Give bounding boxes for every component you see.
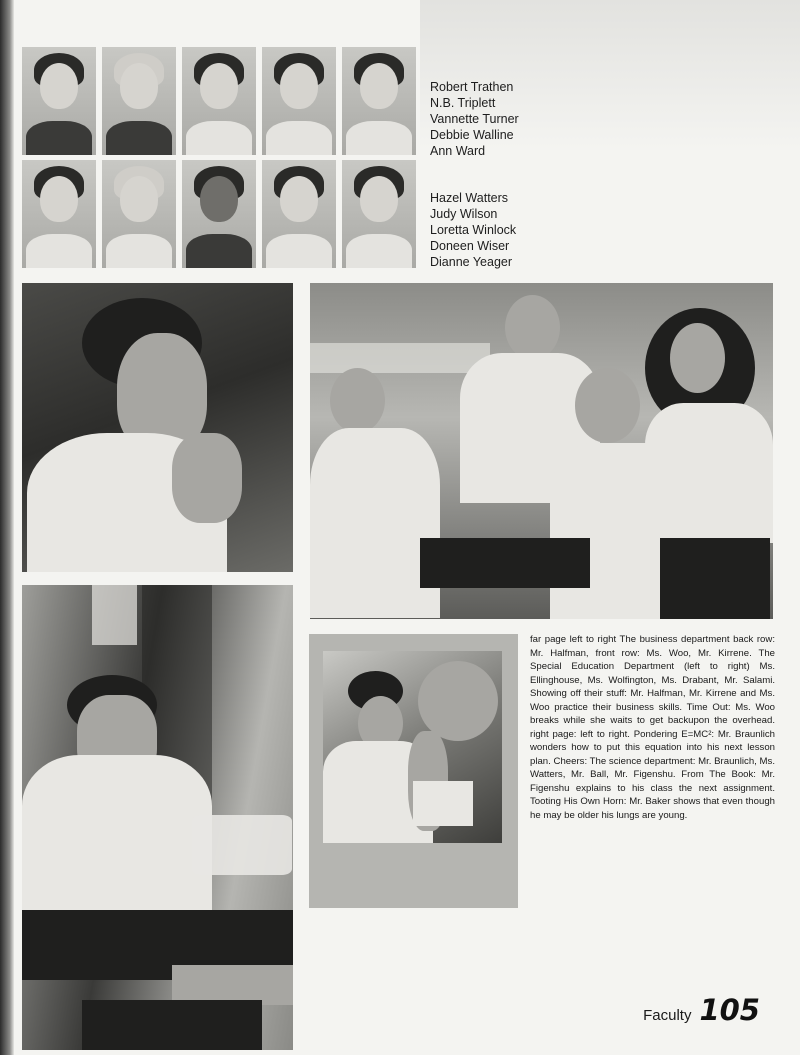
page-number: 105 bbox=[699, 993, 760, 1027]
portrait-names-row-1 bbox=[430, 79, 519, 159]
section-label: Faculty bbox=[643, 1007, 692, 1024]
faculty-name: Dianne Yeager bbox=[430, 255, 513, 269]
portrait-photo bbox=[342, 160, 416, 268]
faculty-name: Hazel Watters bbox=[430, 191, 509, 205]
faculty-name: Judy Wilson bbox=[430, 207, 498, 221]
portrait-grid bbox=[22, 47, 416, 269]
portrait-photo bbox=[102, 160, 176, 268]
faculty-name: Ann Ward bbox=[430, 144, 486, 158]
photo-tuba-player bbox=[323, 651, 502, 843]
portrait-photo bbox=[182, 160, 256, 268]
faculty-name: Debbie Walline bbox=[430, 128, 514, 142]
photo-caption: far page left to right The business department back row: Mr. Halfman, front row: Ms. Woo, Mr. Kirrene. The Special Education Department (left to right) Ms. Ellinghouse, Ms. Wolfington, Ms. Drabant, Mr. Salami. Showing off their stuff: Mr. Halfman, Mr. Kirrene and Ms. Woo practice their business skills. Time Out: Ms. Woo breaks while she waits to get backupon the overhead. right page: left to right. Pondering E=MC²: Mr. Braunlich wonders how to put this equation into his next lesson plan. Cheers: The science department: Mr. Braunlich, Ms. Watters, Mr. Ball, Mr. Figenshu. From The Book: Mr. Figenshu explains to his class the next assignment. Tooting His Own Horn: Mr. Baker shows that even though he may be older his lungs are young. bbox=[530, 634, 775, 821]
portrait-photo bbox=[262, 160, 336, 268]
photo-science-department bbox=[310, 283, 773, 619]
page-binding-edge bbox=[0, 0, 14, 1055]
portrait-photo bbox=[262, 47, 336, 155]
portrait-names-row-2 bbox=[430, 190, 516, 270]
faculty-name: N.B. Triplett bbox=[430, 96, 496, 110]
page-folio bbox=[643, 993, 760, 1027]
portrait-photo bbox=[22, 47, 96, 155]
photo-pondering bbox=[22, 283, 293, 572]
portrait-photo bbox=[22, 160, 96, 268]
faculty-name: Loretta Winlock bbox=[430, 223, 517, 237]
faculty-name: Doneen Wiser bbox=[430, 239, 510, 253]
photo-teacher-at-desk bbox=[22, 585, 293, 1050]
portrait-photo bbox=[102, 47, 176, 155]
faculty-name: Vannette Turner bbox=[430, 112, 519, 126]
faculty-name: Robert Trathen bbox=[430, 80, 514, 94]
portrait-photo bbox=[182, 47, 256, 155]
portrait-photo bbox=[342, 47, 416, 155]
